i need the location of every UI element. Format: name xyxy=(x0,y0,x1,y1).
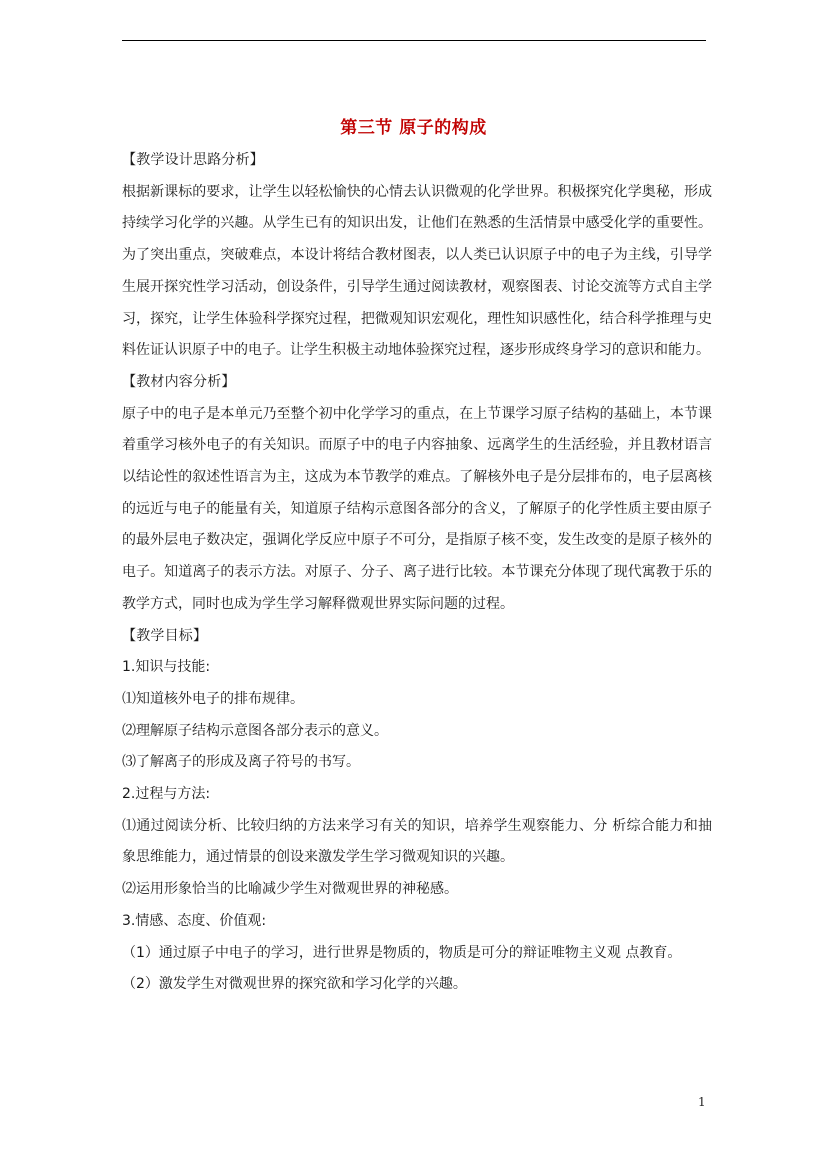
objective-values-item: （1）通过原子中电子的学习，进行世界是物质的，物质是可分的辩证唯物主义观 点教育。 xyxy=(122,944,682,961)
objective-knowledge-item: ⑵理解原子结构示意图各部分表示的意义。 xyxy=(122,722,388,739)
section-heading-objectives: 【教学目标】 xyxy=(122,627,208,644)
document-body xyxy=(122,145,712,1001)
objective-process-item: ⑴通过阅读分析、比较归纳的方法来学习有关的知识，培养学生观察能力、分 析综合能力和抽象思维能力，通过情景的创设来激发学生学习微观知识的兴趣。 xyxy=(122,817,712,866)
objective-values-item: （2）激发学生对微观世界的探究欲和学习化学的兴趣。 xyxy=(122,976,467,993)
paragraph-design-analysis: 根据新课标的要求，让学生以轻松愉快的心情去认识微观的化学世界。积极探究化学奥秘，形成持续学习化学的兴趣。从学生已有的知识出发，让他们在熟悉的生活情景中感受化学的重要性。为了突出重点，突破难点，本设计将结合教材图表，以人类已认识原子中的电子为主线，引导学生展开探究性学习活动，创设条件，引导学生通过阅读教材，观察图表、讨论交流等方式自主学习，探究，让学生体验科学探究过程，把微观知识宏观化，理性知识感性化，结合科学推理与史料佐证认识原子中的电子。让学生积极主动地体验探究过程，逐步形成终身学习的意识和能力。 xyxy=(122,183,712,359)
objective-knowledge-item: ⑶了解离子的形成及离子符号的书写。 xyxy=(122,754,360,771)
header-rule xyxy=(122,40,706,41)
objective-knowledge-item: ⑴知道核外电子的排布规律。 xyxy=(122,690,304,707)
page-number: 1 xyxy=(698,1095,706,1109)
objective-knowledge-label: 1.知识与技能: xyxy=(122,659,211,676)
objective-values-label: 3.情感、态度、价值观: xyxy=(122,912,267,929)
paragraph-content-analysis: 原子中的电子是本单元乃至整个初中化学学习的重点，在上节课学习原子结构的基础上，本节课着重学习核外电子的有关知识。而原子中的电子内容抽象、远离学生的生活经验，并且教材语言以结论性的叙述性语言为主，这成为本节教学的难点。了解核外电子是分层排布的，电子层离核的远近与电子的能量有关，知道原子结构示意图各部分的含义，了解原子的化学性质主要由原子的最外层电子数决定，强调化学反应中原子不可分，是指原子核不变，发生改变的是原子核外的电子。知道离子的表示方法。对原子、分子、离子进行比较。本节课充分体现了现代寓教于乐的教学方式，同时也成为学生学习解释微观世界实际问题的过程。 xyxy=(122,405,712,612)
section-heading-design-analysis: 【教学设计思路分析】 xyxy=(122,152,264,168)
section-heading-content-analysis: 【教材内容分析】 xyxy=(122,373,236,390)
objective-process-label: 2.过程与方法: xyxy=(122,786,211,803)
document-title: 第三节 原子的构成 xyxy=(340,118,487,138)
objective-process-item: ⑵运用形象恰当的比喻减少学生对微观世界的神秘感。 xyxy=(122,881,458,898)
